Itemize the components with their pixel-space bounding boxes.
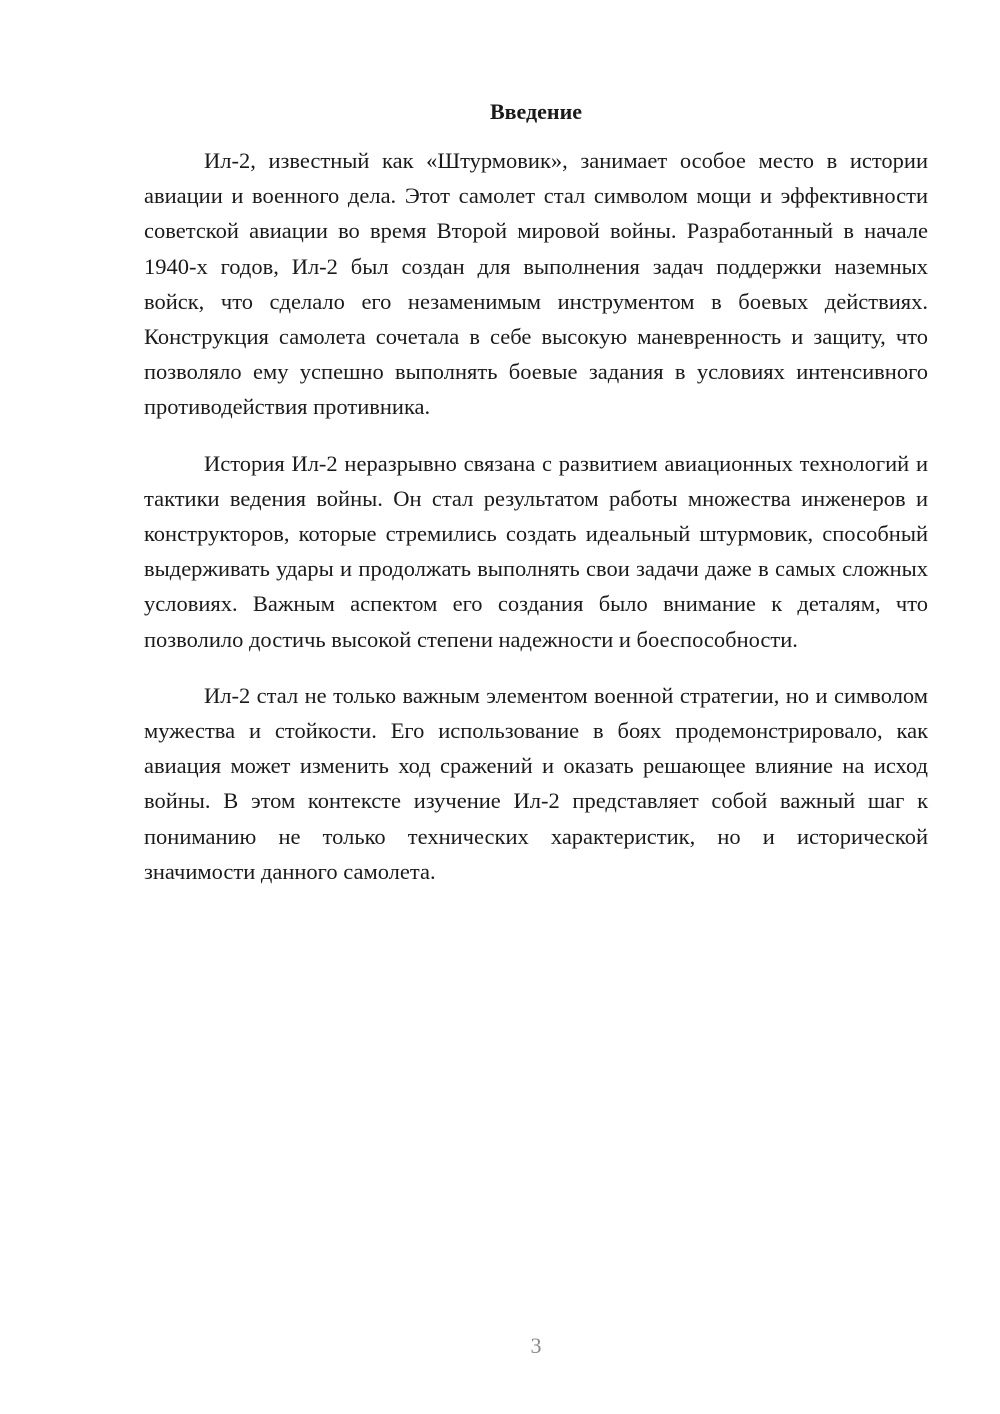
- paragraph-3: Ил-2 стал не только важным элементом военной стратегии, но и символом мужества и стойкости. Его использование в боях продемонстрировало, как авиация может изменить ход сражений и оказать решающее влияние на исход войны. В этом контексте изучение Ил-2 представляет собой важный шаг к пониманию не только технических характеристик, но и исторической значимости данного самолета.: [144, 682, 928, 884]
- paragraph-1: Ил-2, известный как «Штурмовик», занимает особое место в истории авиации и военного дела. Этот самолет стал символом мощи и эффективности советской авиации во время Второй мировой войны. Разработанный в начале 1940-х годов, Ил-2 был создан для выполнения задач поддержки наземных войск, что сделало его незаменимым инструментом в боевых действиях. Конструкция самолета сочетала в себе высокую маневренность и защиту, что позволяло ему успешно выполнять боевые задания в условиях интенсивного противодействия противника.: [144, 148, 928, 420]
- section-heading: Введение: [489, 99, 583, 124]
- paragraph-2: История Ил-2 неразрывно связана с развитием авиационных технологий и тактики ведения войны. Он стал результатом работы множества инженеров и конструкторов, которые стремились создать идеальный штурмовик, способный выдерживать удары и продолжать выполнять свои задачи даже в самых сложных условиях. Важным аспектом его создания было внимание к деталям, что позволило достичь высокой степени надежности и боеспособности.: [144, 450, 928, 652]
- page-number: 3: [530, 1333, 542, 1358]
- document-body: [144, 96, 928, 910]
